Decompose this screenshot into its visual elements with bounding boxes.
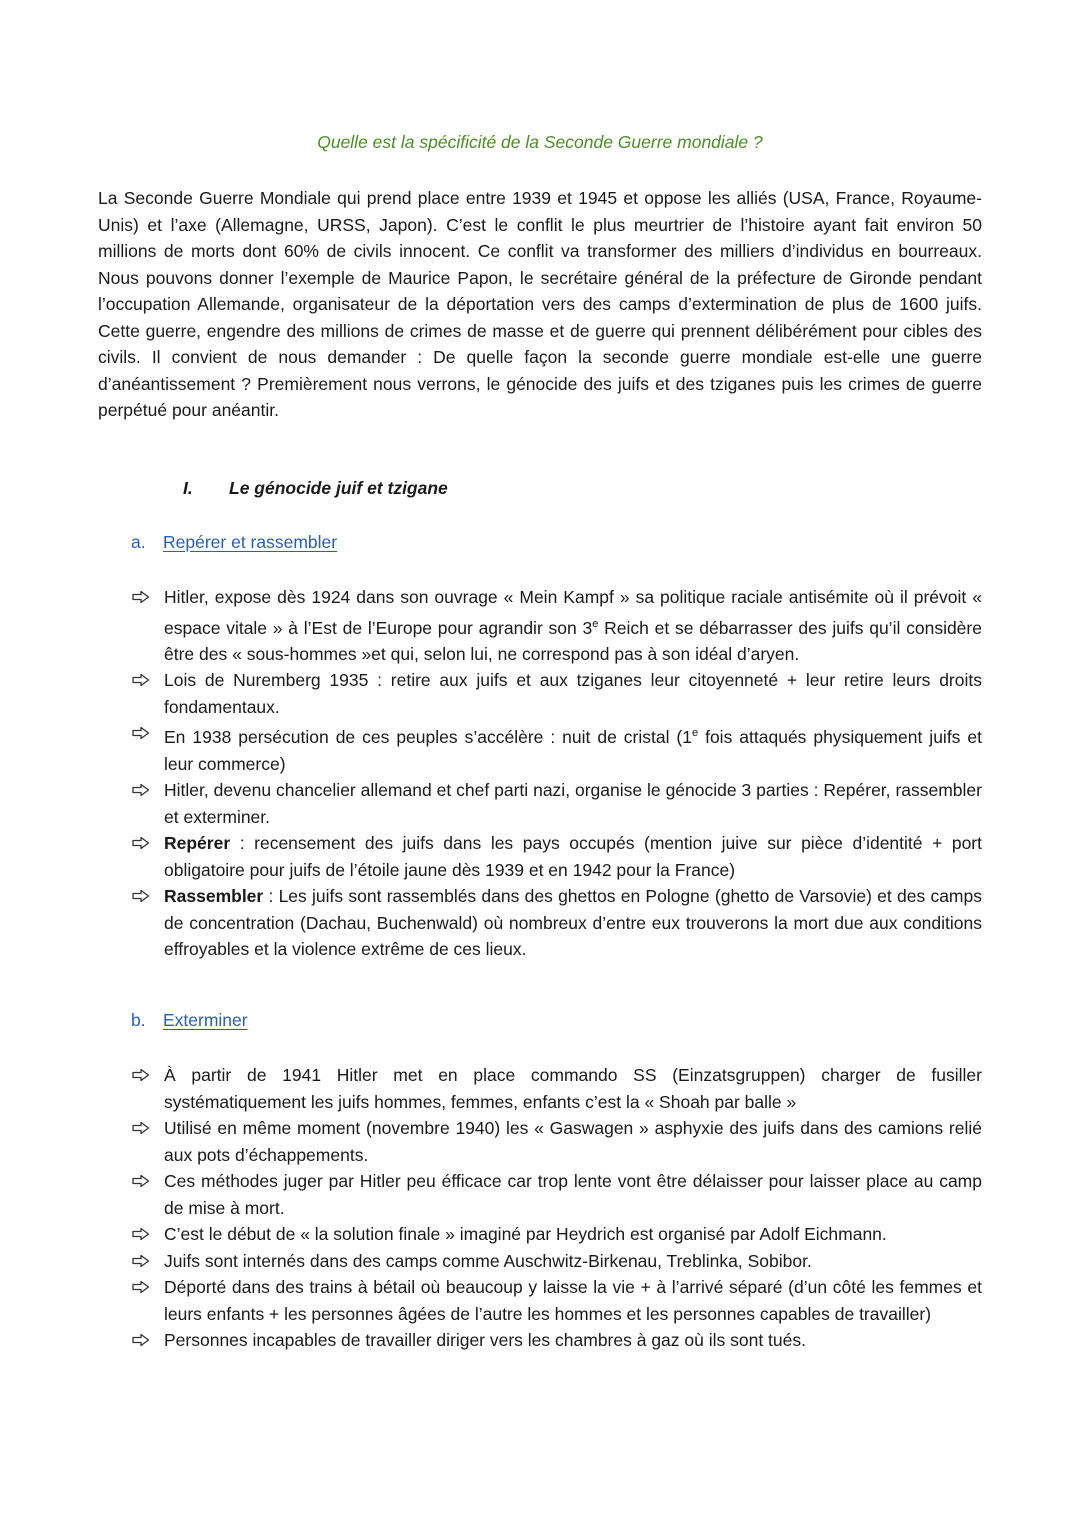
bullet-text: Ces méthodes juger par Hitler peu éfficace car trop lente vont être délaisser pour laisser place au camp de mise à mort. [164, 1171, 982, 1218]
bullet-item [131, 830, 982, 883]
bullet-item [131, 883, 982, 963]
right-arrow-outline-icon [131, 1227, 151, 1241]
right-arrow-outline-icon [131, 783, 151, 797]
intro-paragraph: La Seconde Guerre Mondiale qui prend place entre 1939 et 1945 et oppose les alliés (USA, France, Royaume-Unis) et l’axe (Allemagne, URSS, Japon). C’est le conflit le plus meurtrier de l’histoire ayant fait environ 50 millions de morts dont 60% de civils innocent. Ce conflit va transformer des milliers d’individus en bourreaux. Nous pouvons donner l’exemple de Maurice Papon, le secrétaire général de la préfecture de Gironde pendant l’occupation Allemande, organisateur de la déportation vers des camps d’extermination de plus de 1600 juifs. Cette guerre, engendre des millions de crimes de masse et de guerre qui prennent délibérément pour cibles des civils. Il convient de nous demander : De quelle façon la seconde guerre mondiale est-elle une guerre d’anéantissement ? Premièrement nous verrons, le génocide des juifs et des tziganes puis les crimes de guerre perpétué pour anéantir. [98, 188, 982, 420]
bullet-superscript: e [692, 727, 699, 740]
subsection-b-heading [131, 1010, 248, 1031]
subsection-b-title-link[interactable]: Exterminer [163, 1010, 248, 1030]
bullet-text: Déporté dans des trains à bétail où beaucoup y laisse la vie + à l’arrivé séparé (d’un côté les femmes et leurs enfants + les personnes âgées de l’autre les hommes et les personnes capables de travailler) [164, 1277, 982, 1324]
right-arrow-outline-icon [131, 1254, 151, 1268]
right-arrow-outline-icon [131, 889, 151, 903]
right-arrow-outline-icon [131, 673, 151, 687]
bullet-superscript: e [592, 617, 599, 630]
bullet-text: À partir de 1941 Hitler met en place commando SS (Einzatsgruppen) charger de fusiller systématiquement les juifs hommes, femmes, enfants c’est la « Shoah par balle » [164, 1065, 982, 1112]
bullet-text: Hitler, expose dès 1924 dans son ouvrage « Mein Kampf » sa politique raciale antisémite où il prévoit « espace vitale » à l’Est de l’Europe pour agrandir son 3 [164, 587, 982, 638]
bullet-item [131, 777, 982, 830]
document-title: Quelle est la spécificité de la Seconde Guerre mondiale ? [317, 132, 763, 152]
subsection-b-letter: b. [131, 1010, 146, 1030]
bullet-item [131, 667, 982, 720]
bullet-item [131, 1327, 982, 1354]
bullet-item [131, 1062, 982, 1115]
bullet-text-continued: Reich et se débarrasser des juifs qu’il considère être des « sous-hommes »et qui, selon lui, ne correspond pas à son idéal d’aryen. [164, 617, 982, 664]
right-arrow-outline-icon [131, 836, 151, 850]
right-arrow-outline-icon [131, 726, 151, 740]
bullet-text: Utilisé en même moment (novembre 1940) les « Gaswagen » asphyxie des juifs dans des camions relié aux pots d’échappements. [164, 1118, 982, 1165]
bullet-text: Personnes incapables de travailler diriger vers les chambres à gaz où ils sont tués. [164, 1330, 806, 1350]
bullet-item [131, 1115, 982, 1168]
bullet-text: : recensement des juifs dans les pays occupés (mention juive sur pièce d’identité + port obligatoire pour juifs de l’étoile jaune dès 1939 et en 1942 pour la France) [164, 833, 982, 880]
right-arrow-outline-icon [131, 1333, 151, 1347]
right-arrow-outline-icon [131, 1280, 151, 1294]
section-1-title: Le génocide juif et tzigane [229, 478, 448, 498]
bullet-text: Hitler, devenu chancelier allemand et chef parti nazi, organise le génocide 3 parties : Repérer, rassembler et exterminer. [164, 780, 982, 827]
bullet-text-continued: fois attaqués physiquement juifs et leur commerce) [164, 727, 982, 774]
right-arrow-outline-icon [131, 590, 151, 604]
bullet-text: C’est le début de « la solution finale » imaginé par Heydrich est organisé par Adolf Eichmann. [164, 1224, 887, 1244]
bullet-item [131, 1168, 982, 1221]
bullet-keyword: Repérer [164, 833, 231, 854]
bullet-keyword: Rassembler [164, 886, 264, 907]
subsection-a-heading [131, 532, 337, 553]
subsection-b-bullet-list [131, 1062, 982, 1354]
bullet-item [131, 584, 982, 667]
bullet-item [131, 1221, 982, 1248]
bullet-text: Lois de Nuremberg 1935 : retire aux juifs et aux tziganes leur citoyenneté + leur retire leurs droits fondamentaux. [164, 670, 982, 717]
section-1-heading [183, 478, 448, 499]
bullet-text: En 1938 persécution de ces peuples s’accélère : nuit de cristal (1 [164, 727, 692, 748]
bullet-item [131, 720, 982, 777]
bullet-text: Juifs sont internés dans des camps comme Auschwitz-Birkenau, Treblinka, Sobibor. [164, 1250, 812, 1271]
right-arrow-outline-icon [131, 1068, 151, 1082]
right-arrow-outline-icon [131, 1174, 151, 1188]
section-1-number: I. [183, 478, 193, 498]
right-arrow-outline-icon [131, 1121, 151, 1135]
subsection-a-bullet-list [131, 584, 982, 963]
subsection-a-title-link[interactable]: Repérer et rassembler [163, 532, 338, 552]
subsection-a-letter: a. [131, 532, 146, 552]
bullet-item [131, 1274, 982, 1327]
bullet-text: : Les juifs sont rassemblés dans des ghettos en Pologne (ghetto de Varsovie) et des camps de concentration (Dachau, Buchenwald) où nombreux d’entre eux trouverons la mort due aux conditions effroyables et la violence extrême de ces lieux. [164, 886, 982, 960]
bullet-item [131, 1248, 982, 1275]
